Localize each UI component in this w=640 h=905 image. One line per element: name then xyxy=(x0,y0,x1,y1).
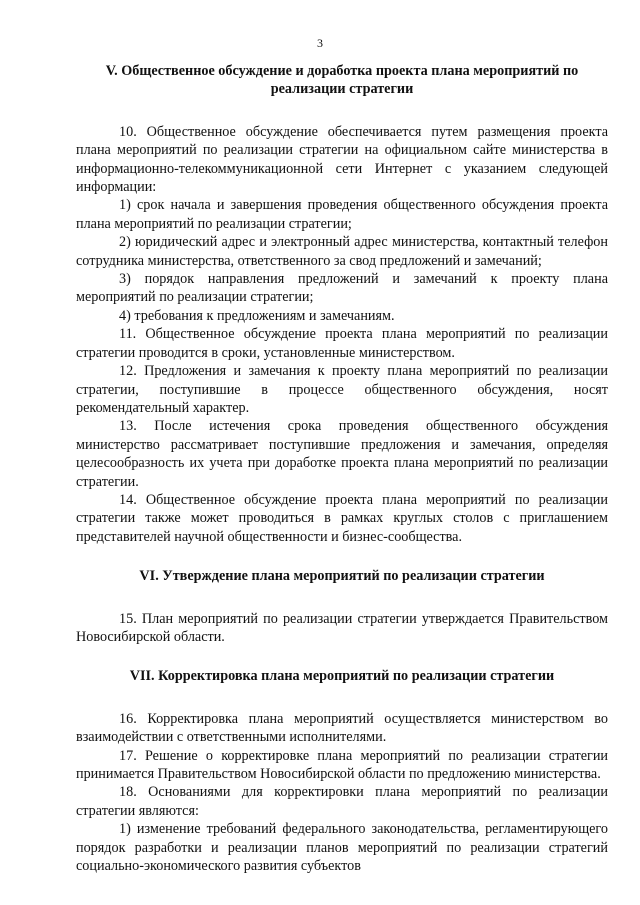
list-item-3: 3) порядок направления предложений и замечаний к проекту плана мероприятий по реализации стратегии; xyxy=(76,271,608,306)
paragraph-12: 12. Предложения и замечания к проекту плана мероприятий по реализации стратегии, поступившие в процессе общественного обсуждения, носят рекомендательный характер. xyxy=(76,363,608,416)
section-v xyxy=(76,62,608,546)
list-item-4: 4) требования к предложениям и замечаниям. xyxy=(119,307,395,324)
list-item-1: 1) срок начала и завершения проведения общественного обсуждения проекта плана мероприятий по реализации стратегии; xyxy=(76,197,608,232)
section-heading: VI. Утверждение плана мероприятий по реализации стратегии xyxy=(139,568,545,585)
paragraph-16: 16. Корректировка плана мероприятий осуществляется министерством во взаимодействии с ответственными исполнителями. xyxy=(76,710,608,746)
paragraph-14: 14. Общественное обсуждение проекта плана мероприятий по реализации стратегии также может проводиться в рамках круглых столов с приглашением представителей научной общественности и бизнес-сообщества. xyxy=(76,491,608,545)
section-heading: V. Общественное обсуждение и доработка проекта плана мероприятий по реализации стратегии xyxy=(105,63,579,98)
section-vii xyxy=(76,667,608,875)
section-heading: VII. Корректировка плана мероприятий по реализации стратегии xyxy=(129,668,555,685)
document-body xyxy=(76,62,608,875)
paragraph-17: 17. Решение о корректировке плана мероприятий по реализации стратегии принимается Правительством Новосибирской области по предложению министерства. xyxy=(76,747,608,782)
list-item-1: 1) изменение требований федерального законодательства, регламентирующего порядок разработки и реализации планов мероприятий по реализации стратегий социально-экономического развития субъектов xyxy=(76,821,608,875)
paragraph-18: 18. Основаниями для корректировки плана мероприятий по реализации стратегии являются: xyxy=(76,784,608,819)
paragraph-11: 11. Общественное обсуждение проекта плана мероприятий по реализации стратегии проводится в сроки, установленные министерством. xyxy=(76,326,608,361)
page-number: 3 xyxy=(317,36,323,50)
paragraph-13: 13. После истечения срока проведения общественного обсуждения министерство рассматривает поступившие предложения и замечания, определяя целесообразность их учета при доработке проекта плана мероприятий по реализации стратегии. xyxy=(76,418,608,490)
paragraph-15: 15. План мероприятий по реализации стратегии утверждается Правительством Новосибирской области. xyxy=(76,610,608,645)
paragraph-10: 10. Общественное обсуждение обеспечивается путем размещения проекта плана мероприятий по реализации стратегии на официальном сайте министерства в информационно-телекоммуникационной сети Интернет с указанием следующей информации: xyxy=(76,123,608,196)
section-vi xyxy=(76,567,608,646)
list-item-2: 2) юридический адрес и электронный адрес министерства, контактный телефон сотрудника министерства, ответственного за свод предложений и замечаний; xyxy=(76,234,608,269)
